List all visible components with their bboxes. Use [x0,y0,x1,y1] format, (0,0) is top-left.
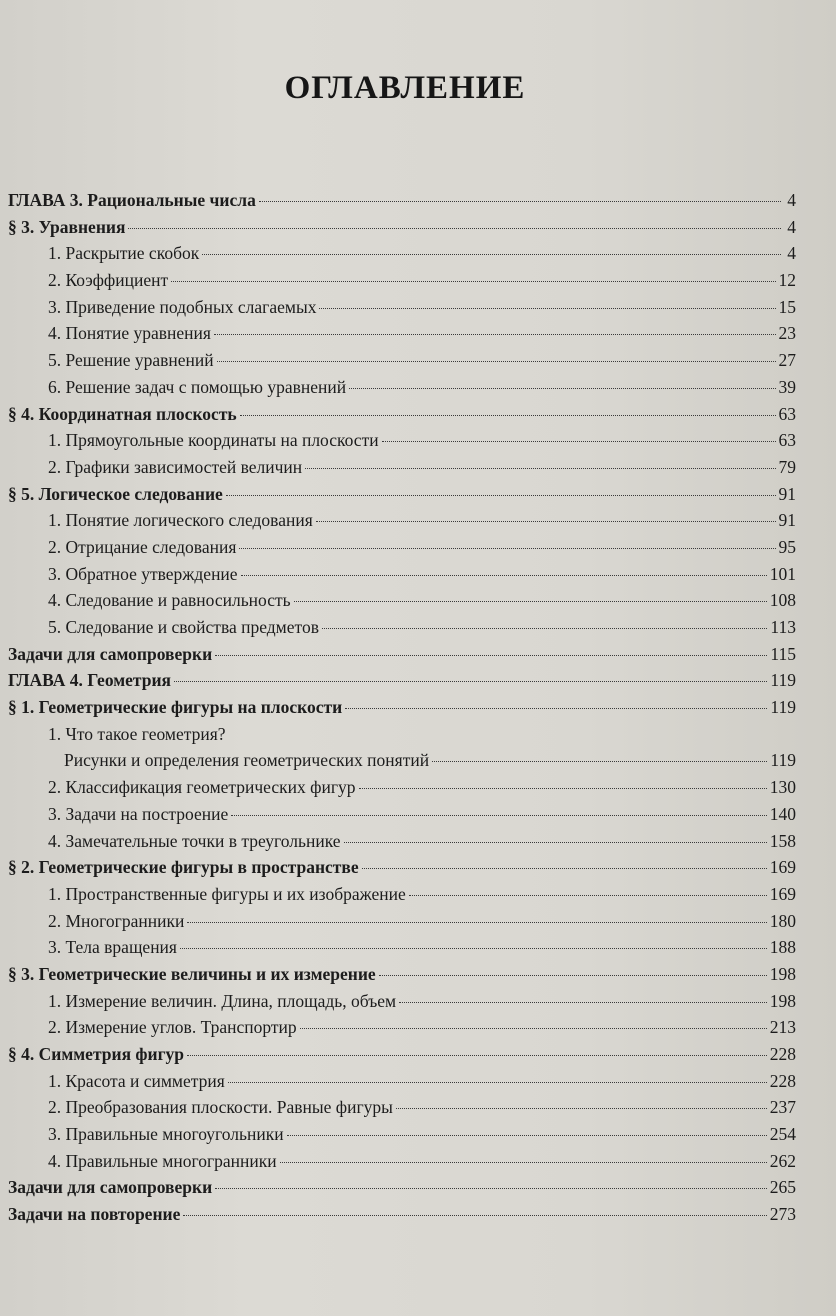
dot-leader [241,575,767,576]
toc-entry-title: 1. Измерение величин. Длина, площадь, объем [48,990,397,1011]
toc-entry-page: 4 [787,190,796,210]
dot-leader [128,228,781,229]
toc-entry-title: Задачи для самопроверки [8,643,213,664]
toc-entry-page: 158 [769,830,796,851]
toc-entry [8,854,796,881]
toc-entry [8,1094,796,1121]
toc-entry-page: 4 [787,243,796,264]
toc-entry-page: 119 [770,670,796,691]
toc-entry-title: § 2. Геометрические фигуры в пространстве [8,857,359,878]
toc-entry-title: 4. Следование и равносильность [48,590,291,611]
dot-leader [280,1162,767,1163]
toc-entry [8,347,796,374]
toc-entry-title: 1. Раскрытие скобок [48,243,200,264]
dot-leader [409,895,767,896]
toc-entry [8,614,796,641]
toc-entry [8,1201,796,1228]
dot-leader [180,948,767,949]
toc-entry [8,1174,796,1201]
toc-entry-page: 63 [778,403,796,424]
toc-entry [8,534,796,561]
toc-entry-page: 39 [778,376,796,397]
toc-entry-title: 3. Задачи на построение [48,803,229,824]
toc-entry [8,187,796,214]
dot-leader [300,1028,767,1029]
toc-entry-title: 3. Правильные многоугольники [48,1124,284,1145]
toc-entry [8,1068,796,1095]
toc-entry-page: 95 [778,536,796,557]
page-title: ОГЛАВЛЕНИЕ [284,70,526,106]
toc-entry-title: 1. Красота и симметрия [48,1070,225,1091]
toc-entry [8,401,796,428]
toc-entry-title: 3. Приведение подобных слагаемых [48,296,317,317]
toc-entry-title: 5. Следование и свойства предметов [48,617,319,637]
toc-entry [8,667,796,694]
dot-leader [287,1135,767,1136]
toc-entry [8,988,796,1015]
toc-entry-title: § 4. Координатная плоскость [8,403,237,424]
dot-leader [215,655,767,656]
toc-entry-title: ГЛАВА 4. Геометрия [8,670,172,691]
toc-entry-page: 119 [770,697,796,718]
toc-entry [8,294,796,321]
dot-leader [217,361,776,362]
toc-entry [8,561,796,588]
toc-entry-title: 5. Решение уравнений [48,350,214,371]
toc-entry [8,374,796,401]
table-of-contents [8,187,796,1228]
toc-entry-page: 213 [769,1017,796,1038]
toc-entry-page: 228 [769,1044,796,1064]
toc-entry-page: 254 [769,1124,796,1145]
toc-entry-title: 2. Измерение углов. Транспортир [48,1017,297,1038]
toc-entry-page: 79 [778,456,796,477]
toc-entry-title: 2. Коэффициент [48,270,169,291]
toc-entry [8,908,796,935]
dot-leader [396,1108,767,1109]
dot-leader [214,334,776,335]
dot-leader [322,628,767,629]
toc-entry-page: 262 [769,1150,796,1171]
toc-entry [8,427,796,454]
dot-leader [202,254,781,255]
toc-entry [8,881,796,908]
dot-leader [239,548,775,549]
toc-entry-title: § 3. Геометрические величины и их измерение [8,963,376,984]
toc-entry [8,694,796,721]
dot-leader [349,388,775,389]
toc-entry-page: 108 [769,590,796,611]
toc-entry-title: 2. Преобразования плоскости. Равные фигуры [48,1097,393,1118]
toc-entry-page: 91 [778,483,796,504]
toc-entry [8,747,796,774]
toc-entry-title: 1. Понятие логического следования [48,510,313,531]
toc-entry [8,240,796,267]
dot-leader [359,788,767,789]
toc-entry [8,934,796,961]
dot-leader [228,1082,767,1083]
dot-leader [259,201,781,202]
toc-entry-title: 1. Прямоугольные координаты на плоскости [48,430,379,451]
toc-entry-title: Задачи на повторение [8,1204,181,1225]
toc-entry-page: 15 [778,296,796,317]
toc-entry-title: 4. Замечательные точки в треугольнике [48,830,341,851]
dot-leader [231,815,767,816]
toc-entry-title: § 1. Геометрические фигуры на плоскости [8,697,343,718]
toc-entry-page: 12 [778,270,796,291]
toc-entry [8,1014,796,1041]
toc-entry-title: 2. Графики зависимостей величин [48,456,303,477]
dot-leader [294,601,767,602]
toc-entry-title: 3. Тела вращения [48,937,177,958]
toc-entry-page: 188 [769,937,796,958]
toc-entry [8,961,796,988]
toc-entry [8,267,796,294]
dot-leader [187,922,766,923]
toc-entry [8,801,796,828]
toc-entry-title: Рисунки и определения геометрических понятий [64,750,430,771]
toc-entry [8,320,796,347]
dot-leader [171,281,775,282]
toc-entry [8,214,796,241]
dot-leader [362,868,767,869]
toc-entry-page: 101 [769,563,796,584]
toc-entry [8,774,796,801]
toc-entry-page: 169 [769,857,796,878]
toc-entry-page: 265 [769,1177,796,1198]
toc-entry-page: 27 [778,350,796,371]
dot-leader [174,681,767,682]
toc-entry-page: 180 [769,910,796,931]
toc-entry-title: 1. Что такое геометрия? [48,723,226,744]
toc-entry [8,1148,796,1175]
toc-entry-page: 91 [778,510,796,531]
toc-entry [8,1121,796,1148]
dot-leader [432,761,767,762]
dot-leader [399,1002,767,1003]
toc-entry-page: 273 [769,1204,796,1225]
toc-entry [8,507,796,534]
toc-entry-page: 23 [778,323,796,344]
toc-entry-title: ГЛАВА 3. Рациональные числа [8,190,256,210]
toc-entry-title: 2. Отрицание следования [48,536,237,557]
toc-entry-title: § 4. Симметрия фигур [8,1044,185,1064]
toc-entry-page: 198 [769,963,796,984]
toc-entry [8,587,796,614]
dot-leader [382,441,776,442]
toc-entry [8,721,796,748]
toc-entry-title: 2. Классификация геометрических фигур [48,777,356,798]
toc-entry-title: § 5. Логическое следование [8,483,223,504]
toc-entry [8,641,796,668]
toc-entry-page: 115 [770,643,796,664]
toc-entry-page: 119 [770,750,796,771]
toc-entry [8,454,796,481]
toc-entry-title: 2. Многогранники [48,910,185,931]
dot-leader [226,495,776,496]
toc-entry [8,1041,796,1068]
toc-entry-page: 4 [787,216,796,237]
toc-entry-title: 4. Правильные многогранники [48,1150,277,1171]
toc-entry-title: 3. Обратное утверждение [48,563,238,584]
toc-entry-page: 63 [778,430,796,451]
toc-entry-title: Задачи для самопроверки [8,1177,213,1198]
dot-leader [240,415,776,416]
toc-entry [8,481,796,508]
dot-leader [305,468,775,469]
toc-entry-page: 198 [769,990,796,1011]
toc-entry-title: 1. Пространственные фигуры и их изображение [48,883,406,904]
toc-entry-title: 6. Решение задач с помощью уравнений [48,376,347,397]
dot-leader [379,975,767,976]
dot-leader [344,842,767,843]
dot-leader [319,308,775,309]
toc-entry [8,828,796,855]
toc-entry-page: 113 [770,617,796,637]
dot-leader [316,521,776,522]
toc-entry-page: 140 [769,803,796,824]
toc-entry-page: 169 [769,883,796,904]
toc-entry-page: 130 [769,777,796,798]
toc-entry-page: 228 [769,1070,796,1091]
dot-leader [345,708,767,709]
toc-entry-title: 4. Понятие уравнения [48,323,211,344]
dot-leader [183,1215,766,1216]
dot-leader [215,1188,767,1189]
toc-entry-title: § 3. Уравнения [8,216,126,237]
toc-entry-page: 237 [769,1097,796,1118]
dot-leader [187,1055,767,1056]
